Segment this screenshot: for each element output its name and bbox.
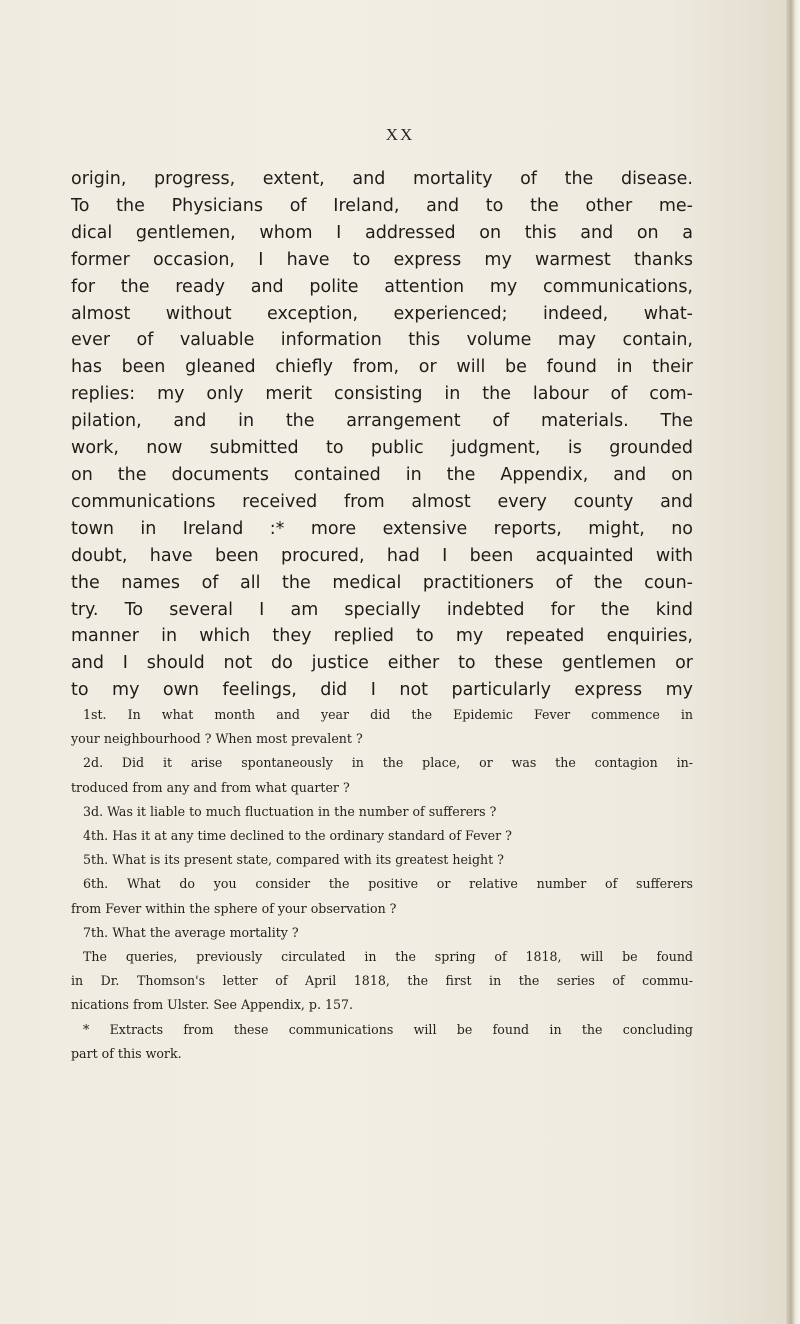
body-line: communications received from almost every county and [71,491,693,512]
body-line: has been gleaned chiefly from, or will be found in their [71,357,693,378]
body-line: almost without exception, experienced; indeed, what- [71,303,693,324]
body-line: To the Physicians of Ireland, and to the other me- [71,195,693,216]
footnote-line: 7th. What the average mortality ? [83,924,299,940]
body-line: and I should not do justice either to these gentlemen or [71,653,693,674]
body-line: for the ready and polite attention my communications, [71,276,693,297]
footnote-line: 1st. In what month and year did the Epidemic Fever commence in [83,707,693,722]
footnote-line: 3d. Was it liable to much fluctuation in the number of sufferers ? [83,803,497,819]
body-line: on the documents contained in the Appendix, and on [71,464,693,485]
body-line: former occasion, I have to express my warmest thanks [71,249,693,270]
page-edge-shadow [786,0,800,1324]
footnote-line: 2d. Did it arise spontaneously in the place, or was the contagion in- [83,755,693,771]
footnote-line: nications from Ulster. See Appendix, p. 157. [71,997,354,1013]
body-line: work, now submitted to public judgment, is grounded [71,438,693,459]
body-line: replies: my only merit consisting in the labour of com- [71,384,693,405]
body-line: town in Ireland :* more extensive reports, might, no [71,518,693,539]
body-line: the names of all the medical practitioners of the coun- [71,572,693,593]
footnote-line: your neighbourhood ? When most prevalent ? [71,731,363,747]
footnote-line: 5th. What is its present state, compared with its greatest height ? [83,852,504,868]
footnote-line: * Extracts from these communications will be found in the concluding [83,1021,693,1037]
body-line: doubt, have been procured, had I been acquainted with [71,545,693,566]
footnote-line: The queries, previously circulated in the spring of 1818, will be found [83,949,693,965]
footnote-line: from Fever within the sphere of your observation ? [71,900,397,916]
body-line: manner in which they replied to my repeated enquiries, [71,626,693,647]
footnote-line: part of this work. [71,1045,182,1061]
body-line: to my own feelings, did I not particularly express my [71,680,693,701]
footnote-line: in Dr. Thomson's letter of April 1818, the first in the series of commu- [71,973,693,989]
footnote-line: 4th. Has it at any time declined to the ordinary standard of Fever ? [83,828,512,844]
page-number: XX [385,125,415,144]
body-line: try. To several I am specially indebted for the kind [71,599,693,620]
body-line: dical gentlemen, whom I addressed on this and on a [71,222,693,243]
body-text [71,166,693,704]
body-line: ever of valuable information this volume may contain, [71,330,693,351]
footnotes [71,703,693,1066]
body-line: origin, progress, extent, and mortality of the disease. [71,169,693,189]
footnote-line: 6th. What do you consider the positive or relative number of sufferers [83,876,693,892]
body-line: pilation, and in the arrangement of materials. The [71,411,693,432]
footnote-line: troduced from any and from what quarter ? [71,779,350,795]
